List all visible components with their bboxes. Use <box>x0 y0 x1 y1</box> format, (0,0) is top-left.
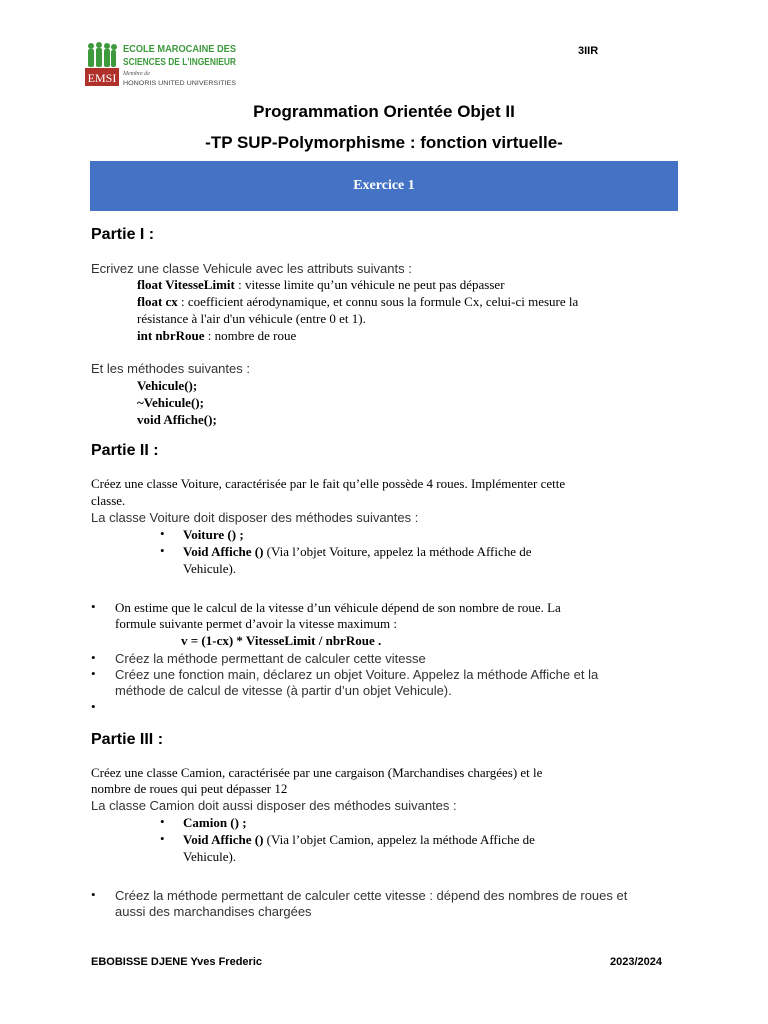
method-camion-affiche-cont: Vehicule). <box>183 849 237 864</box>
partie3-bullet1-cont: aussi des marchandises chargées <box>115 904 312 919</box>
logo-mark: EMSI <box>87 71 117 85</box>
partie3-paragraph1: Créez une classe Camion, caractérisée par une cargaison (Marchandises chargées) et le <box>91 765 543 780</box>
method-voiture-affiche-cont: Vehicule). <box>183 561 237 576</box>
footer-author: EBOBISSE DJENE Yves Frederic <box>91 956 262 968</box>
bullet-icon: • <box>91 666 96 681</box>
partie2-paragraph1: Créez une classe Voiture, caractérisée par le fait qu’elle possède 4 roues. Implémenter cette <box>91 476 566 491</box>
attribute-cx-cont: résistance à l'air d'un véhicule (entre 0 et 1). <box>137 311 366 326</box>
partie1-intro: Ecrivez une classe Vehicule avec les attributs suivants : <box>91 261 412 276</box>
bullet-icon: • <box>160 814 165 829</box>
partie3-paragraph2: La classe Camion doit aussi disposer des méthodes suivantes : <box>91 798 457 813</box>
partie2-heading: Partie II : <box>91 442 159 459</box>
method-affiche: void Affiche(); <box>137 412 217 427</box>
partie3-paragraph1-cont: nombre de roues qui peut dépasser 12 <box>91 781 288 796</box>
level-label: 3IIR <box>578 45 599 57</box>
exercise-banner <box>90 161 678 211</box>
svg-text:HONORIS UNITED UNIVERSITIES: HONORIS UNITED UNIVERSITIES <box>123 81 236 87</box>
method-destructor: ~Vehicule(); <box>137 395 204 410</box>
tp-title: -TP SUP-Polymorphisme : fonction virtuelle- <box>205 133 563 152</box>
method-constructor: Vehicule(); <box>137 378 198 393</box>
speed-formula: v = (1-cx) * VitesseLimit / nbrRoue . <box>181 633 382 648</box>
partie3-heading: Partie III : <box>91 731 164 748</box>
emsi-logo <box>83 40 238 88</box>
partie1-heading: Partie I : <box>91 226 155 243</box>
method-voiture-affiche: Void Affiche () (Via l’objet Voiture, appelez la méthode Affiche de <box>183 544 532 559</box>
attribute-nbr-roue: int nbrRoue : nombre de roue <box>137 328 297 343</box>
partie2-bullet3: Créez une fonction main, déclarez un objet Voiture. Appelez la méthode Affiche et la <box>115 667 599 682</box>
bullet-icon: • <box>91 650 96 665</box>
bullet-icon: • <box>91 599 96 614</box>
bullet-icon: • <box>91 699 96 714</box>
partie2-bullet1-cont: formule suivante permet d’avoir la vitesse maximum : <box>115 616 397 631</box>
method-voiture: Voiture () ; <box>183 527 244 542</box>
bullet-icon: • <box>160 543 165 558</box>
bullet-icon: • <box>91 887 96 902</box>
partie2-paragraph1-cont: classe. <box>91 493 126 508</box>
footer-year: 2023/2024 <box>610 956 662 968</box>
attribute-cx: float cx : coefficient aérodynamique, et connu sous la formule Cx, celui-ci mesure la <box>137 294 579 309</box>
svg-text:ECOLE MAROCAINE DES: ECOLE MAROCAINE DES <box>123 43 236 55</box>
svg-text:Membre de: Membre de <box>123 71 150 77</box>
method-camion-affiche: Void Affiche () (Via l’objet Camion, appelez la méthode Affiche de <box>183 832 535 847</box>
svg-text:SCIENCES DE L'INGENIEUR: SCIENCES DE L'INGENIEUR <box>123 56 237 68</box>
partie2-bullet1: On estime que le calcul de la vitesse d’un véhicule dépend de son nombre de roue. La <box>115 600 561 615</box>
course-title: Programmation Orientée Objet II <box>253 102 515 121</box>
partie1-methods-intro: Et les méthodes suivantes : <box>91 361 250 376</box>
method-camion: Camion () ; <box>183 815 247 830</box>
bullet-icon: • <box>160 831 165 846</box>
exercise-title: Exercice 1 <box>353 178 415 193</box>
bullet-icon: • <box>160 526 165 541</box>
partie2-paragraph2: La classe Voiture doit disposer des méthodes suivantes : <box>91 510 419 525</box>
attribute-vitesse-limit: float VitesseLimit : vitesse limite qu’un véhicule ne peut pas dépasser <box>137 277 505 292</box>
partie2-bullet2: Créez la méthode permettant de calculer cette vitesse <box>115 651 426 666</box>
partie2-bullet3-cont: méthode de calcul de vitesse (à partir d’un objet Vehicule). <box>115 683 452 698</box>
partie3-bullet1: Créez la méthode permettant de calculer cette vitesse : dépend des nombres de roues et <box>115 888 628 903</box>
